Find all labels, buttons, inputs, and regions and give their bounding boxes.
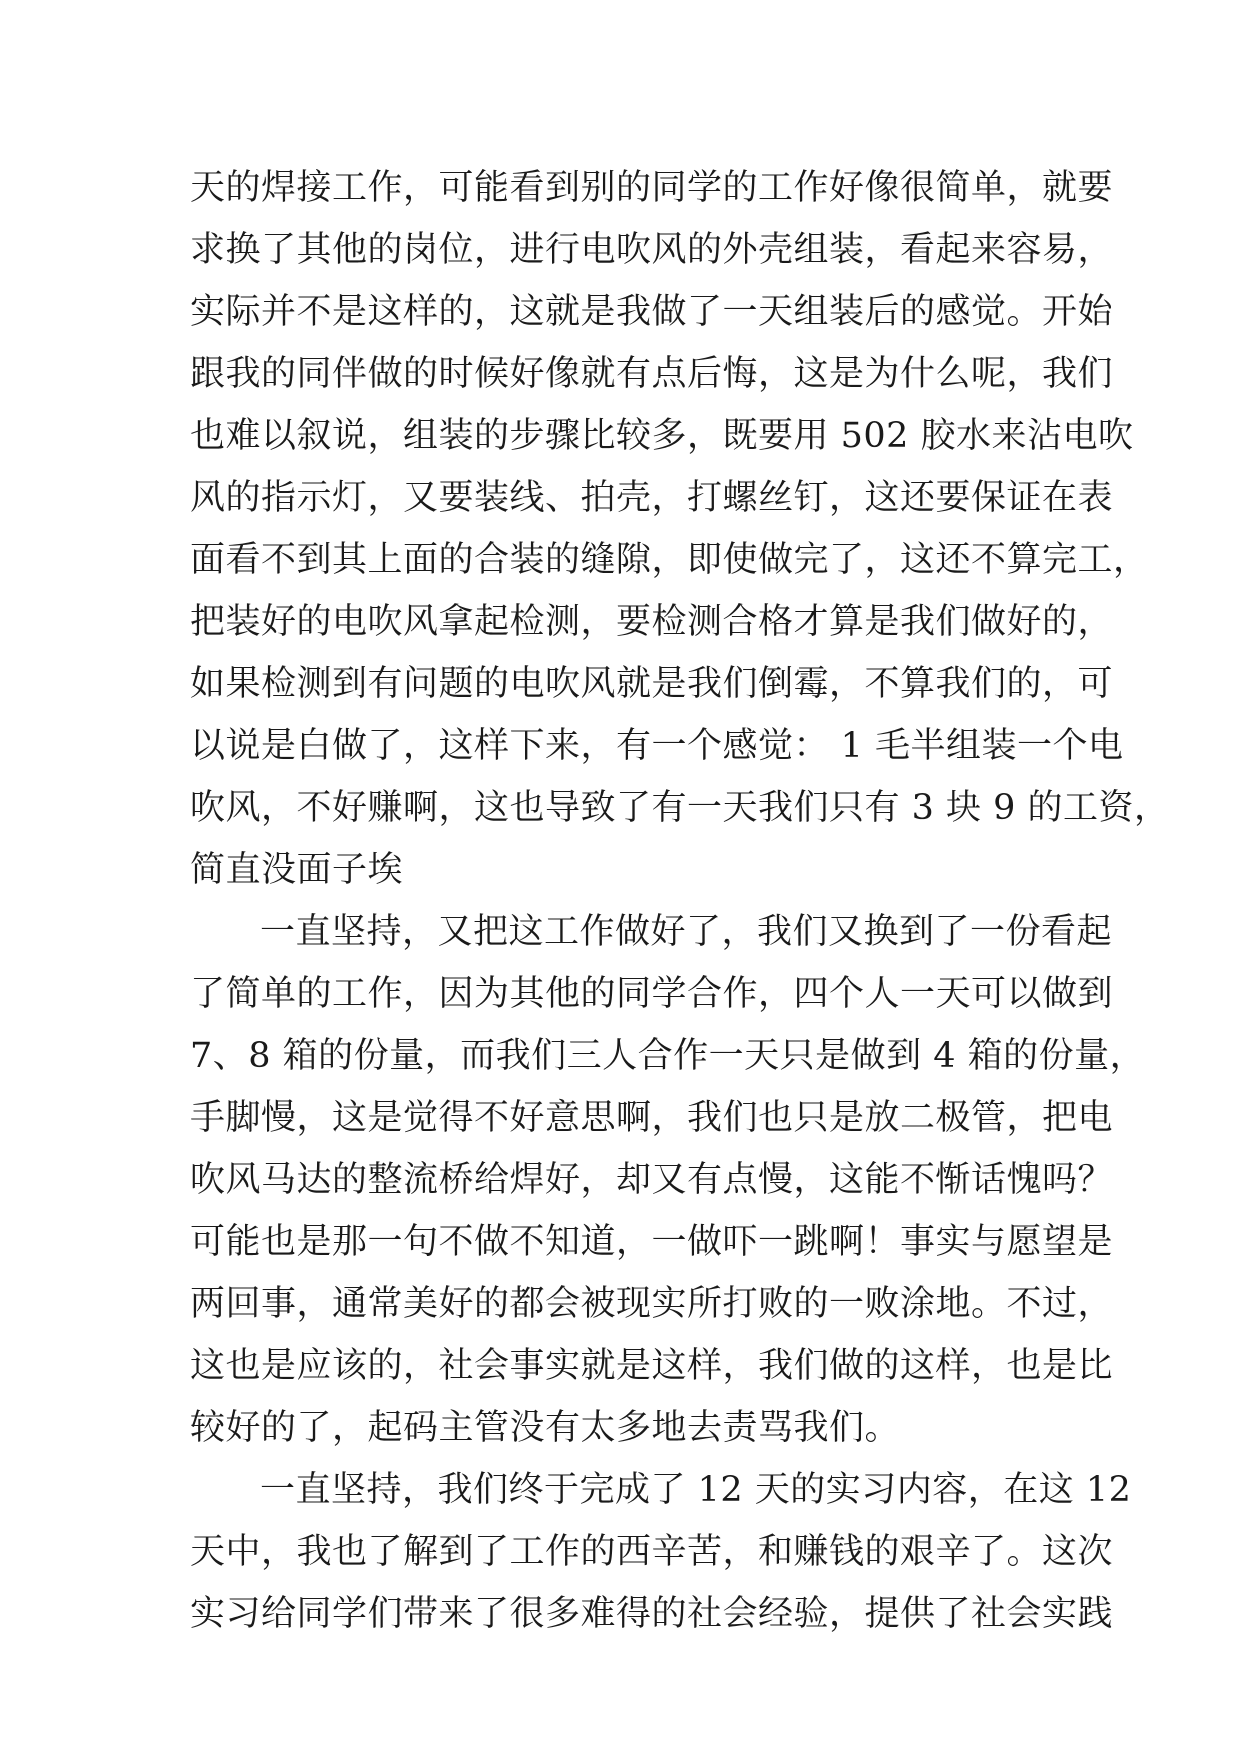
text-line: 求换了其他的岗位，进行电吹风的外壳组装，看起来容易， (190, 230, 1114, 270)
text-line: 天中，我也了解到了工作的西辛苦，和赚钱的艰辛了。这次 (190, 1532, 1114, 1572)
text-line: 一直坚持，又把这工作做好了，我们又换到了一份看起 (260, 912, 1113, 952)
body-text (190, 157, 1170, 1645)
text-line: 风的指示灯，又要装线、拍壳，打螺丝钉，这还要保证在表 (190, 478, 1114, 518)
text-line: 实习给同学们带来了很多难得的社会经验，提供了社会实践 (190, 1594, 1114, 1634)
text-line: 也难以叙说，组装的步骤比较多，既要用 502 胶水来沾电吹 (190, 416, 1134, 456)
text-line: 吹风马达的整流桥给焊好，却又有点慢，这能不惭话愧吗？ (190, 1160, 1114, 1200)
text-line: 这也是应该的，社会事实就是这样，我们做的这样，也是比 (190, 1346, 1114, 1386)
text-line: 较好的了，起码主管没有太多地去责骂我们。 (190, 1408, 901, 1448)
text-line: 跟我的同伴做的时候好像就有点后悔，这是为什么呢，我们 (190, 354, 1114, 394)
text-line: 可能也是那一句不做不知道，一做吓一跳啊！事实与愿望是 (190, 1222, 1114, 1262)
text-line: 实际并不是这样的，这就是我做了一天组装后的感觉。开始 (190, 292, 1114, 332)
text-line: 面看不到其上面的合装的缝隙，即使做完了，这还不算完工， (190, 540, 1149, 580)
text-line: 吹风，不好赚啊，这也导致了有一天我们只有 3 块 9 的工资， (190, 788, 1170, 828)
text-line: 两回事，通常美好的都会被现实所打败的一败涂地。不过， (190, 1284, 1114, 1324)
text-line: 以说是白做了，这样下来，有一个感觉： 1 毛半组装一个电 (190, 726, 1124, 766)
text-line: 如果检测到有问题的电吹风就是我们倒霉，不算我们的，可 (190, 664, 1114, 704)
text-line: 把装好的电吹风拿起检测，要检测合格才算是我们做好的， (190, 602, 1114, 642)
text-line: 简直没面子埃 (190, 850, 404, 890)
text-line: 了简单的工作，因为其他的同学合作，四个人一天可以做到 (190, 974, 1114, 1014)
text-line: 一直坚持，我们终于完成了 12 天的实习内容，在这 12 (260, 1470, 1132, 1510)
text-line: 7、8 箱的份量，而我们三人合作一天只是做到 4 箱的份量， (190, 1036, 1146, 1076)
text-line: 手脚慢，这是觉得不好意思啊，我们也只是放二极管，把电 (190, 1098, 1114, 1138)
text-line: 天的焊接工作，可能看到别的同学的工作好像很简单，就要 (190, 168, 1114, 208)
